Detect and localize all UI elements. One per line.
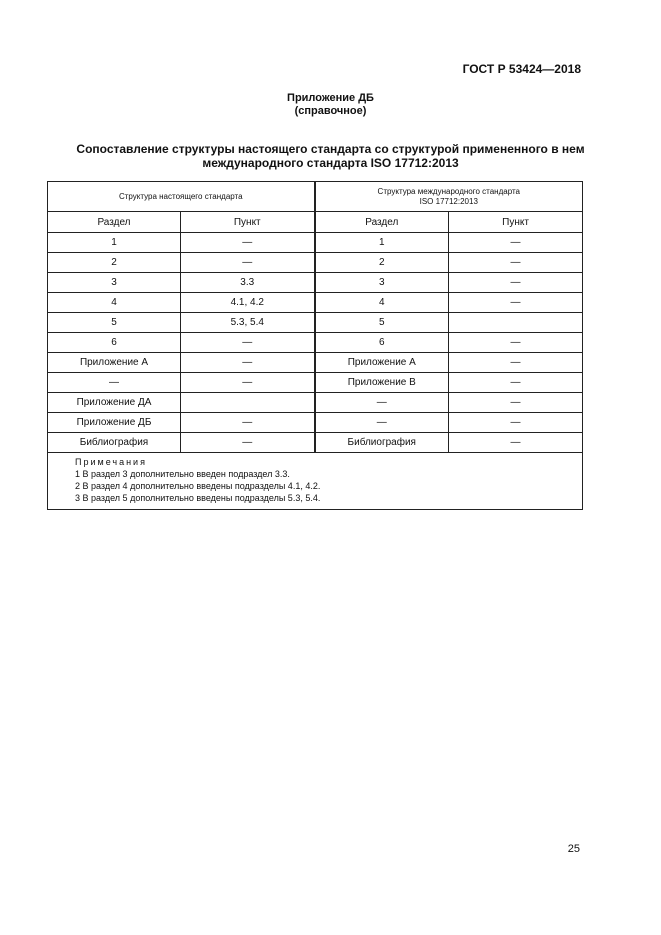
group-header-national: Структура настоящего стандарта (48, 182, 315, 212)
table-cell: 6 (315, 333, 449, 353)
table-cell: 4 (315, 293, 449, 313)
page-number: 25 (567, 843, 580, 855)
table-row (48, 413, 583, 433)
table-cell: 4 (48, 293, 181, 313)
table-cell: 5 (315, 313, 449, 333)
group-header-international (315, 182, 583, 212)
table-cell: — (449, 353, 583, 373)
column-header: Раздел (48, 212, 181, 233)
table-cell: 2 (48, 253, 181, 273)
table-notes (48, 453, 583, 510)
table-cell: — (48, 373, 181, 393)
table-cell: Библиография (48, 433, 181, 453)
table-cell: Приложение ДА (48, 393, 181, 413)
table-cell: — (181, 413, 315, 433)
table-cell: Приложение В (315, 373, 449, 393)
table-row (48, 373, 583, 393)
table-cell: Приложение А (315, 353, 449, 373)
table-row (48, 253, 583, 273)
table-cell: 2 (315, 253, 449, 273)
document-code: ГОСТ Р 53424—2018 (462, 62, 581, 76)
column-header: Раздел (315, 212, 449, 233)
table-cell: 4.1, 4.2 (181, 293, 315, 313)
table-cell: — (449, 413, 583, 433)
table-cell: — (181, 373, 315, 393)
table-row (48, 353, 583, 373)
table-cell: Приложение А (48, 353, 181, 373)
table-cell: 3 (315, 273, 449, 293)
table-cell: 6 (48, 333, 181, 353)
column-header: Пункт (181, 212, 315, 233)
note-item: 2 В раздел 4 дополнительно введены подразделы 4.1, 4.2. (75, 481, 321, 491)
table-row (48, 293, 583, 313)
table-cell: 5 (48, 313, 181, 333)
table-cell: — (181, 433, 315, 453)
table-cell: — (449, 433, 583, 453)
table-row (48, 393, 583, 413)
table-title-line-2: международного стандарта ISO 17712:2013 (202, 156, 459, 170)
table-cell: — (181, 233, 315, 253)
notes-heading: Примечания (75, 457, 147, 467)
group-header-international-line-1: Структура международного стандарта (377, 186, 520, 196)
table-row (48, 333, 583, 353)
table-title (60, 142, 601, 170)
note-item: 1 В раздел 3 дополнительно введен подраздел 3.3. (75, 469, 290, 479)
table-cell: Библиография (315, 433, 449, 453)
table-row (48, 273, 583, 293)
table-cell: 5.3, 5.4 (181, 313, 315, 333)
group-header-international-line-2: ISO 17712:2013 (419, 196, 478, 206)
table-row (48, 313, 583, 333)
table-cell: — (449, 333, 583, 353)
table-cell: — (449, 273, 583, 293)
table-row (48, 433, 583, 453)
table-cell (449, 313, 583, 333)
table-cell: 1 (48, 233, 181, 253)
table-cell: — (315, 413, 449, 433)
table-cell: — (449, 373, 583, 393)
table-cell (181, 393, 315, 413)
table-cell: — (449, 293, 583, 313)
table-cell: — (181, 253, 315, 273)
table-cell: 3.3 (181, 273, 315, 293)
note-item: 3 В раздел 5 дополнительно введены подразделы 5.3, 5.4. (75, 493, 321, 503)
comparison-table (47, 181, 583, 510)
table-cell: 1 (315, 233, 449, 253)
table-cell: 3 (48, 273, 181, 293)
appendix-title: Приложение ДБ (287, 92, 374, 104)
table-cell: — (315, 393, 449, 413)
table-cell: — (449, 253, 583, 273)
table-title-line-1: Сопоставление структуры настоящего стандарта со структурой примененного в нем (76, 142, 585, 156)
table-row (48, 233, 583, 253)
appendix-subtitle: (справочное) (294, 105, 367, 117)
table-cell: — (181, 353, 315, 373)
table-cell: — (449, 233, 583, 253)
column-header: Пункт (449, 212, 583, 233)
appendix-heading (0, 92, 661, 118)
table-cell: Приложение ДБ (48, 413, 181, 433)
table-cell: — (449, 393, 583, 413)
table-cell: — (181, 333, 315, 353)
